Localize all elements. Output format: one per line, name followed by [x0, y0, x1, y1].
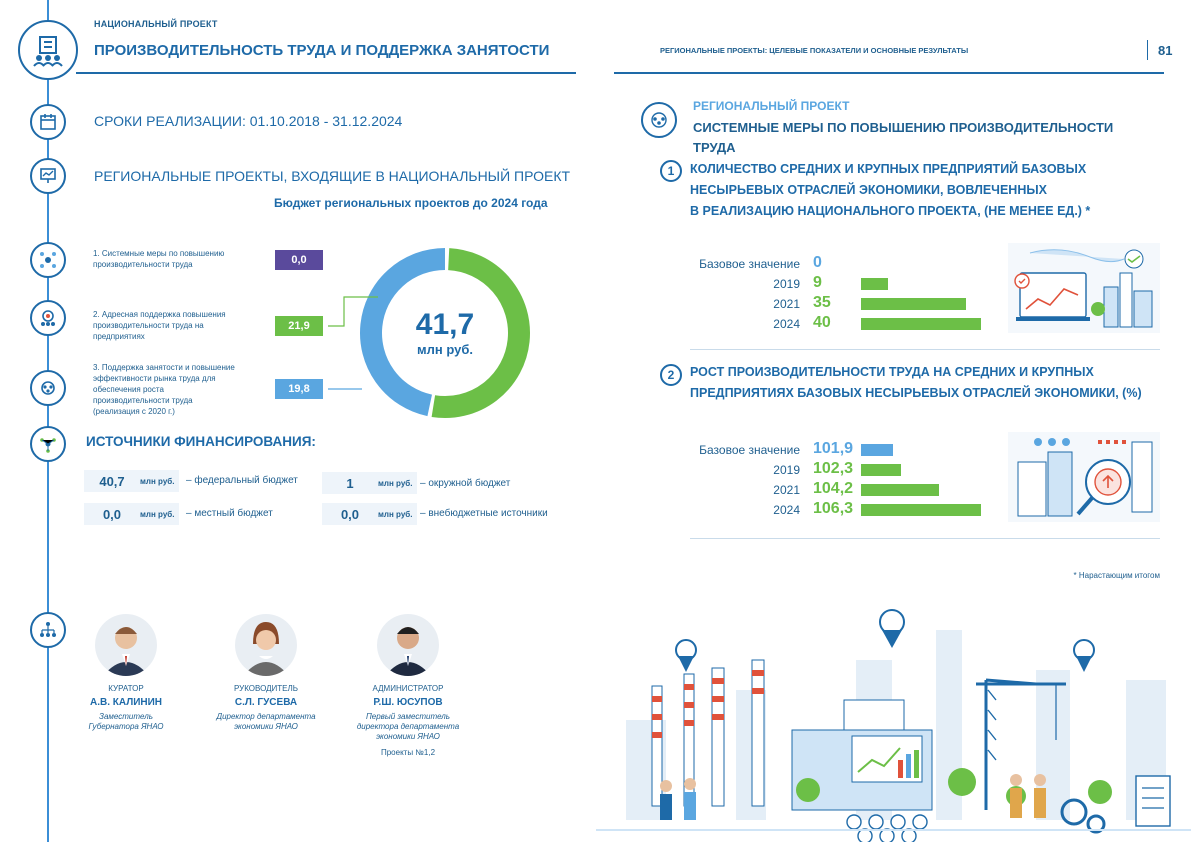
indicator-2-bar [861, 444, 893, 456]
source-federal-label: – федеральный бюджет [186, 475, 298, 486]
project-2-label: 2. Адресная поддержка повышения производительности труда на предприятиях [93, 310, 226, 341]
indicator-2-title-line: РОСТ ПРОИЗВОДИТЕЛЬНОСТИ ТРУДА НА СРЕДНИХ И КРУПНЫХ [690, 365, 1094, 379]
administrator-name: Р.Ш. ЮСУПОВ [373, 697, 443, 708]
head-avatar [235, 614, 297, 676]
regional-projects-heading: РЕГИОНАЛЬНЫЕ ПРОЕКТЫ, ВХОДЯЩИЕ В НАЦИОНАЛЬНЫЙ ПРОЕКТ [94, 168, 571, 184]
project-3-label: 3. Поддержка занятости и повышение эффективности рынка труда для обеспечения роста производительности труда (реализация с 2020 г.) [93, 363, 235, 416]
regional-project-title-line: СИСТЕМНЫЕ МЕРЫ ПО ПОВЫШЕНИЮ ПРОИЗВОДИТЕЛЬНОСТИ [693, 120, 1114, 135]
indicator-2-bar [861, 484, 939, 496]
people-network-icon [30, 370, 66, 406]
indicator-2-row-label: 2019 [773, 463, 800, 477]
team-target-icon [30, 300, 66, 336]
network-icon [30, 242, 66, 278]
indicator-1-row-value: 0 [813, 254, 822, 271]
analytics-dashboard-illustration [1008, 243, 1160, 333]
indicator-2-row-value: 102,3 [813, 460, 854, 477]
indicator-divider [690, 538, 1160, 539]
industrial-city-illustration [596, 600, 1191, 842]
donut-total: 41,7 [415, 308, 475, 341]
indicator-1-row-value: 40 [813, 314, 831, 331]
productivity-growth-illustration [1008, 432, 1160, 522]
curator-desc-line: Губернатора ЯНАО [88, 722, 164, 731]
administrator-role: АДМИНИСТРАТОР [372, 684, 444, 693]
indicator-1-bar [861, 278, 888, 290]
donut-unit: млн руб. [417, 342, 473, 357]
indicator-divider [690, 349, 1160, 350]
source-extrabudget-label: – внебюджетные источники [420, 508, 548, 519]
indicator-2-row-label: 2021 [773, 483, 800, 497]
indicator-1-row-label: 2024 [773, 317, 800, 331]
administrator-card [338, 614, 478, 757]
curator-card [56, 614, 196, 732]
head-desc-line: Директор департамента [216, 712, 316, 721]
regional-project-title-line: ТРУДА [693, 140, 736, 155]
source-federal [84, 470, 179, 492]
indicator-1-row-label: 2019 [773, 277, 800, 291]
source-federal-unit: млн руб. [140, 476, 175, 486]
page-number: 81 [1158, 43, 1173, 58]
head-role: РУКОВОДИТЕЛЬ [233, 684, 299, 693]
calendar-icon [30, 104, 66, 140]
indicator-1-title-line: НЕСЫРЬЕВЫХ ОТРАСЛЕЙ ЭКОНОМИКИ, ВОВЛЕЧЕННЫХ [690, 183, 1047, 197]
page-number-divider [1147, 40, 1148, 60]
indicator-1-row-value: 35 [813, 294, 831, 311]
indicator-2-bar [861, 504, 981, 516]
header-rule [614, 72, 1164, 74]
page-title: ПРОИЗВОДИТЕЛЬНОСТЬ ТРУДА И ПОДДЕРЖКА ЗАНЯТОСТИ [94, 42, 550, 59]
national-project-kicker: НАЦИОНАЛЬНЫЙ ПРОЕКТ [94, 19, 218, 29]
curator-name: А.В. КАЛИНИН [89, 697, 163, 708]
source-extrabudget [322, 503, 417, 525]
curator-avatar [95, 614, 157, 676]
budget-heading: Бюджет региональных проектов до 2024 года [274, 196, 548, 210]
indicator-1-bar [861, 298, 966, 310]
title-rule [76, 72, 576, 74]
indicator-2-row-value: 101,9 [813, 440, 854, 457]
source-local-unit: млн руб. [140, 509, 175, 519]
administrator-desc-line: директора департамента [356, 722, 460, 731]
running-header: РЕГИОНАЛЬНЫЕ ПРОЕКТЫ: ЦЕЛЕВЫЕ ПОКАЗАТЕЛИ И ОСНОВНЫЕ РЕЗУЛЬТАТЫ [660, 46, 969, 55]
regional-project-kicker: РЕГИОНАЛЬНЫЙ ПРОЕКТ [693, 99, 850, 113]
indicator-2-row-label: Базовое значение [699, 443, 800, 457]
project-1-label: 1. Системные меры по повышению производительности труда [93, 249, 225, 269]
indicator-1-row-value: 9 [813, 274, 822, 291]
head-name: С.Л. ГУСЕВА [234, 697, 298, 708]
indicator-1-title-line: КОЛИЧЕСТВО СРЕДНИХ И КРУПНЫХ ПРЕДПРИЯТИЙ БАЗОВЫХ [690, 162, 1087, 176]
indicator-2-row-value: 104,2 [813, 480, 854, 497]
source-okrug-unit: млн руб. [378, 478, 413, 488]
indicator-1-title-line: В РЕАЛИЗАЦИЮ НАЦИОНАЛЬНОГО ПРОЕКТА, (НЕ МЕНЕЕ ЕД.) * [690, 204, 1091, 218]
administrator-desc-line: экономики ЯНАО [376, 732, 440, 741]
head-desc-line: экономики ЯНАО [234, 722, 298, 731]
administrator-avatar [377, 614, 439, 676]
sources-heading: ИСТОЧНИКИ ФИНАНСИРОВАНИЯ: [86, 434, 316, 449]
curator-role: КУРАТОР [108, 684, 144, 693]
source-local-label: – местный бюджет [186, 508, 273, 519]
indicator-2-title-line: ПРЕДПРИЯТИЯХ БАЗОВЫХ НЕСЫРЬЕВЫХ ОТРАСЛЕЙ ЭКОНОМИКИ, (%) [690, 386, 1142, 400]
implementation-terms: СРОКИ РЕАЛИЗАЦИИ: 01.10.2018 - 31.12.2024 [94, 113, 403, 129]
curator-desc-line: Заместитель [99, 712, 153, 721]
source-okrug-value: 1 [346, 475, 354, 491]
source-extrabudget-value: 0,0 [340, 506, 360, 522]
source-local [84, 503, 179, 525]
indicator-1-number: 1 [660, 160, 682, 182]
administrator-desc-line: Первый заместитель [365, 712, 451, 721]
project-2-value: 21,9 [275, 316, 323, 336]
source-local-value: 0,0 [102, 506, 122, 522]
presentation-board-icon [30, 158, 66, 194]
indicator-1-bar [861, 318, 981, 330]
source-okrug [322, 472, 417, 494]
footnote: * Нарастающим итогом [1073, 571, 1160, 580]
indicator-1-row-label: 2021 [773, 297, 800, 311]
project-people-icon [641, 102, 677, 138]
head-card [196, 614, 336, 732]
indicator-2-bar [861, 464, 901, 476]
indicator-2-number: 2 [660, 364, 682, 386]
indicator-2-row-label: 2024 [773, 503, 800, 517]
project-1-value: 0,0 [275, 250, 323, 270]
source-federal-value: 40,7 [99, 473, 125, 489]
source-okrug-label: – окружной бюджет [420, 478, 511, 489]
share-nodes-icon [30, 426, 66, 462]
indicator-2-row-value: 106,3 [813, 500, 854, 517]
source-extrabudget-unit: млн руб. [378, 509, 413, 519]
indicator-1-row-label: Базовое значение [699, 257, 800, 271]
workers-building-icon [18, 20, 78, 80]
project-3-value: 19,8 [275, 379, 323, 399]
administrator-projects: Проекты №1,2 [380, 748, 436, 757]
